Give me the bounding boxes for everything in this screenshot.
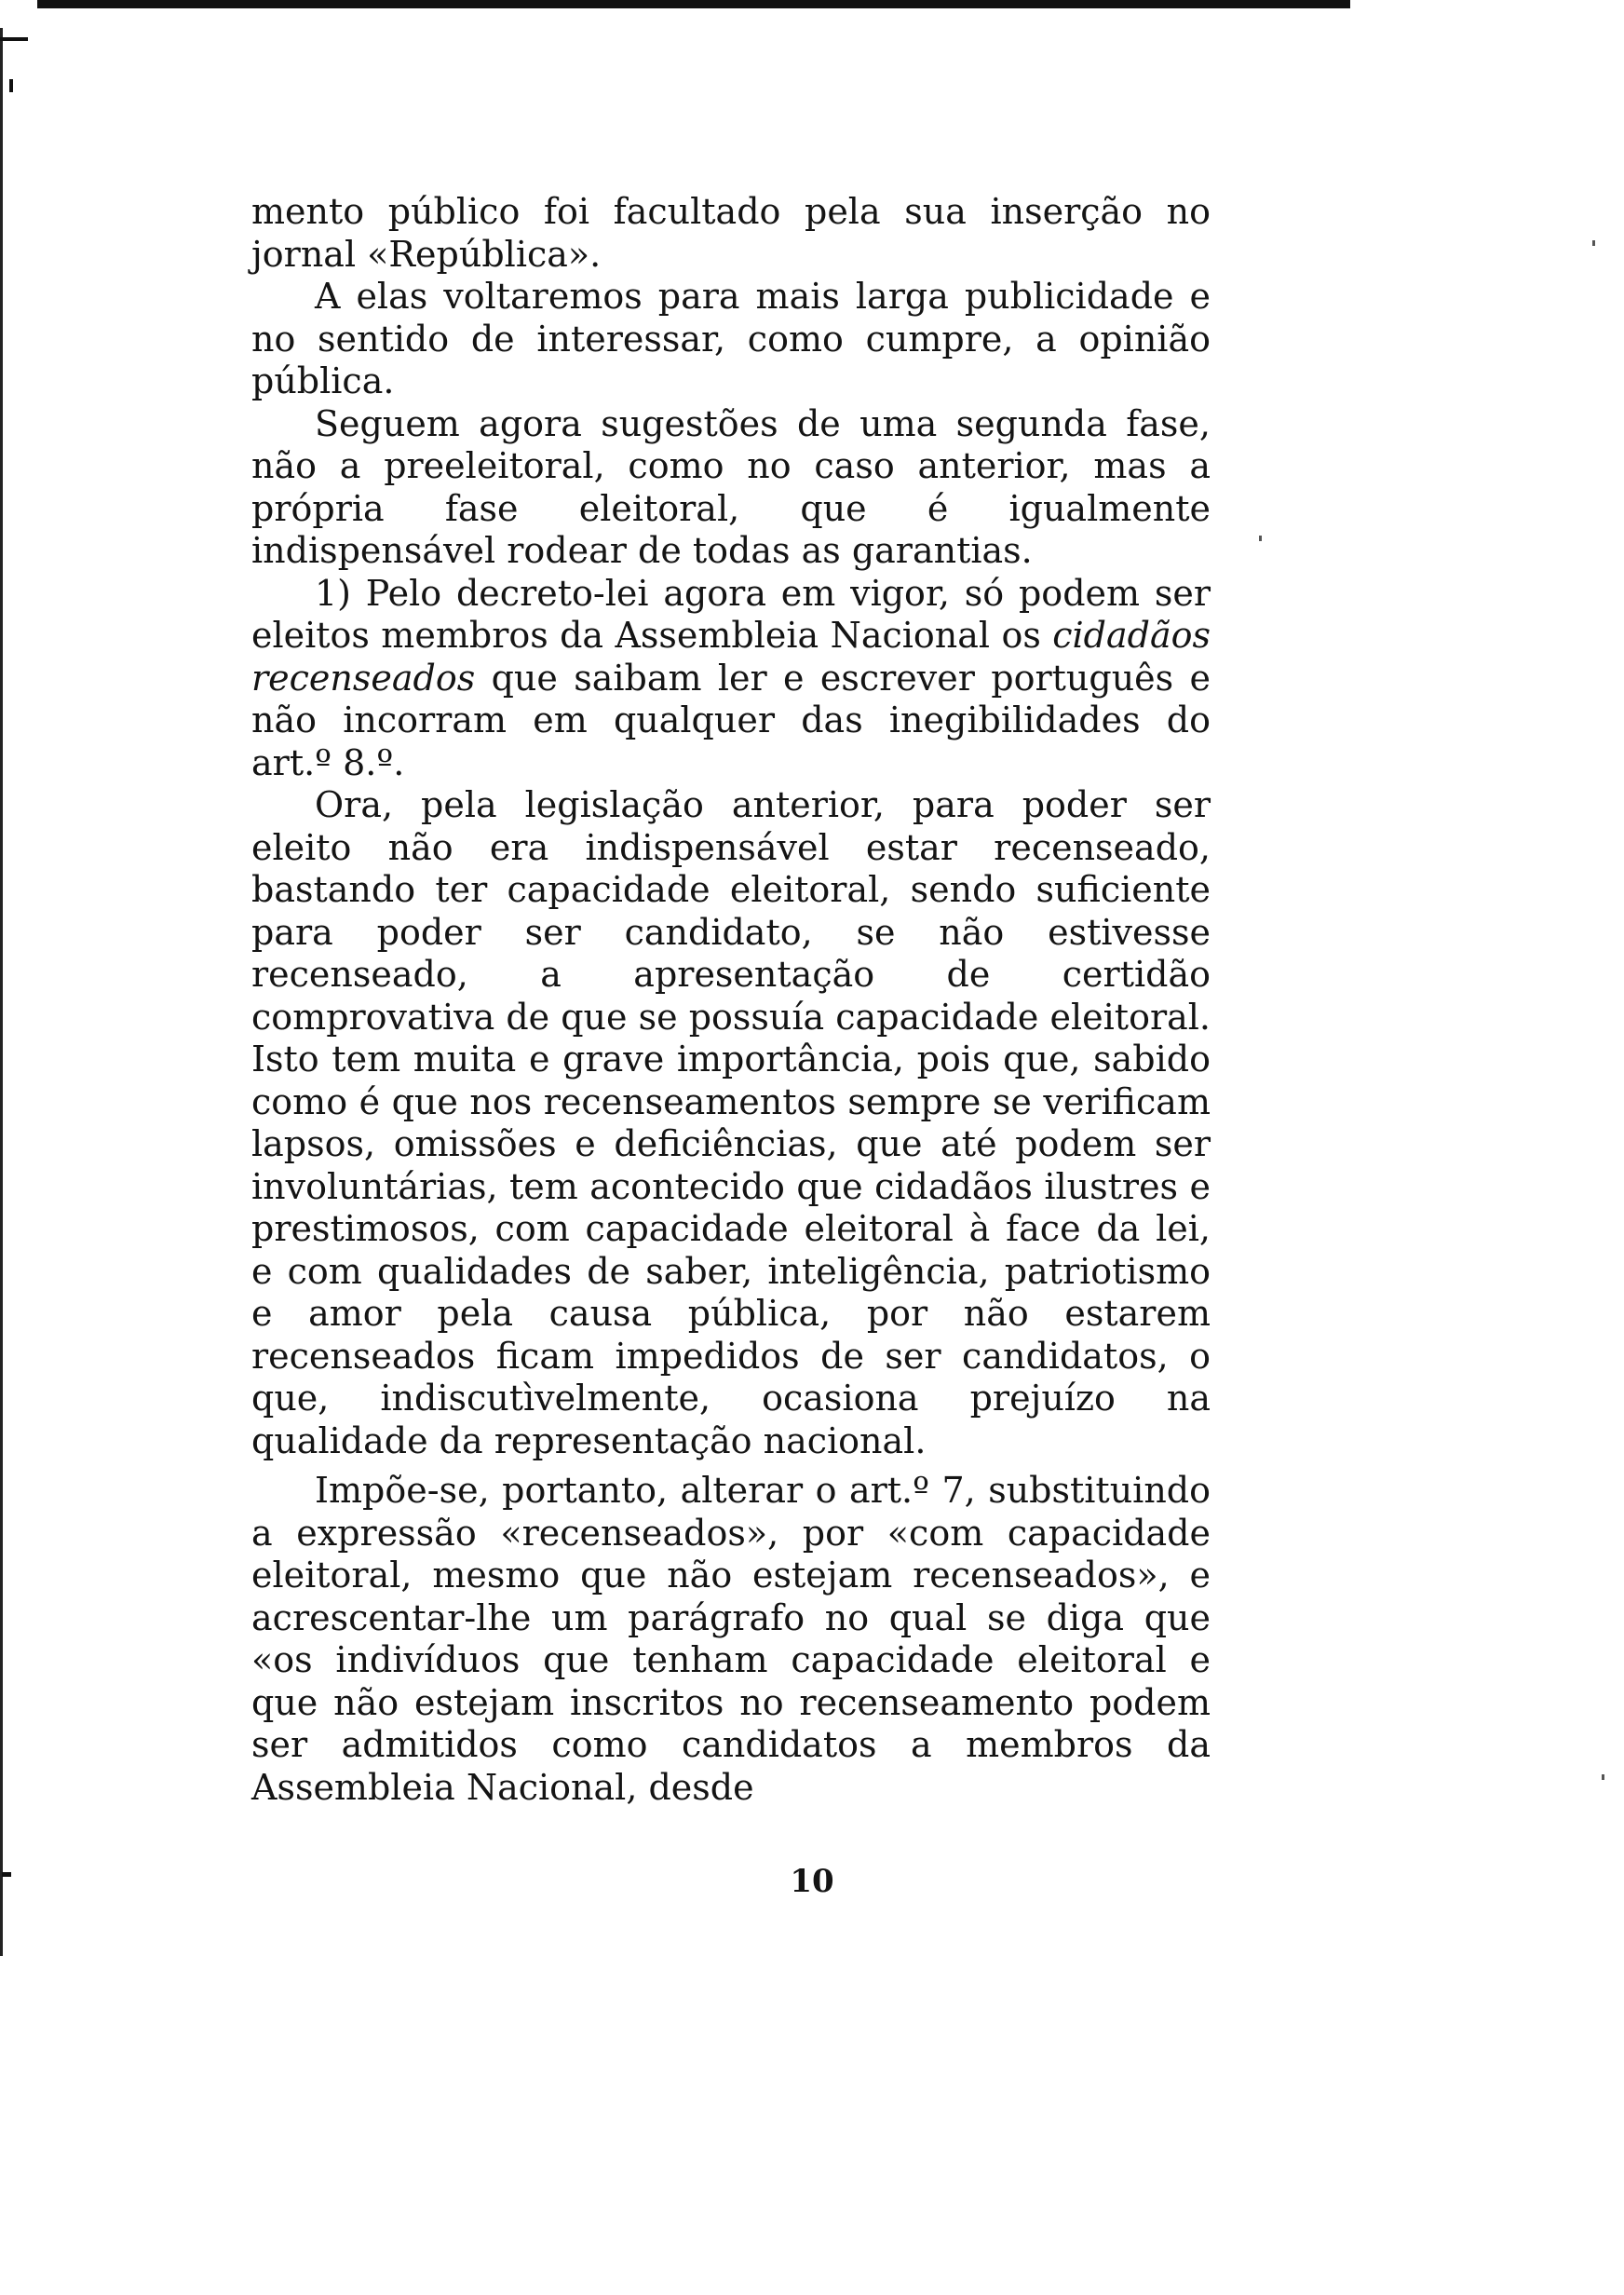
paragraph: [251, 573, 1211, 785]
body-text: [251, 191, 1211, 1809]
paragraph: Seguem agora sugestões de uma segunda fase, não a preeleitoral, como no caso anterior, mas a própria fase eleitoral, que é igualmente indispensável rodear de todas as garantias.: [251, 402, 1211, 571]
scan-top-border: [37, 0, 1350, 8]
scan-artifact: [0, 37, 28, 41]
scan-speck: [1592, 240, 1595, 246]
scan-speck: [1259, 536, 1262, 541]
paragraph: Impõe-se, portanto, alterar o art.º 7, substituindo a expressão «recenseados», por «com capacidade eleitoral, mesmo que não estejam recenseados», e acrescentar-lhe um parágrafo no qual se diga que «os indivíduos que tenham capacidade eleitoral e que não estejam inscritos no recenseamento podem ser admitidos como candidatos a membros da Assembleia Nacional, desde: [251, 1470, 1211, 1808]
emphasized-text: cidadãos recenseados: [251, 615, 1211, 699]
paragraph: mento público foi facultado pela sua inserção no jornal «República».: [251, 191, 1211, 275]
scan-artifact: [9, 79, 13, 92]
scan-speck: [1602, 1774, 1604, 1780]
page-number: 10: [790, 1863, 834, 1900]
scan-left-edge: [0, 28, 3, 1956]
paragraph: A elas voltaremos para mais larga publicidade e no sentido de interessar, como cumpre, a opinião pública.: [251, 276, 1211, 401]
paragraph: Ora, pela legislação anterior, para poder ser eleito não era indispensável estar recenseado, bastando ter capacidade eleitoral, sendo suficiente para poder ser candidato, se não estivesse recenseado, a apresentação de certidão comprovativa de que se possuía capacidade eleitoral. Isto tem muita e grave importância, pois que, sabido como é que nos recenseamentos sempre se verificam lapsos, omissões e deficiências, que até podem ser involuntárias, tem acontecido que cidadãos ilustres e prestimosos, com capacidade eleitoral à face da lei, e com qualidades de saber, inteligência, patriotismo e amor pela causa pública, por não estarem recenseados ficam impedidos de ser candidatos, o que, indiscutìvelmente, ocasiona prejuízo na qualidade da representação nacional.: [251, 784, 1211, 1461]
paragraph-text: 1) Pelo decreto-lei agora em vigor, só podem ser eleitos membros da Assembleia Nacional os: [251, 572, 1211, 656]
paragraph-text: que saibam ler e escrever português e não incorram em qualquer das inegibilidades do art.º 8.º.: [251, 657, 1211, 783]
